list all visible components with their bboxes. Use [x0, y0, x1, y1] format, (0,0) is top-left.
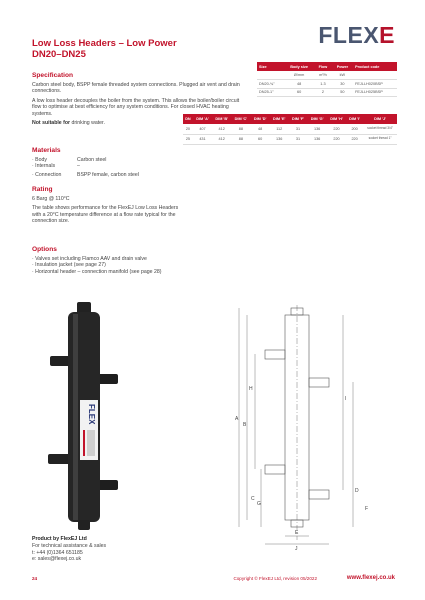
product-photo [40, 300, 130, 532]
materials-heading: Materials [32, 147, 61, 154]
contact-line: For technical assistance & sales [32, 543, 107, 550]
flexej-logo: FLEXE [318, 22, 395, 48]
label-brand: FLEX [87, 404, 96, 425]
specification-text-2: A low loss header decouples the boiler from the system. This allows the boiler/boiler circuit flow to optimise at best efficiency for any system conditions. For closed HVAC heating systems. [32, 97, 240, 117]
dim-label: E [295, 530, 299, 536]
label-text-block [87, 430, 95, 456]
material-row: · Connection BSPP female, carbon steel [32, 171, 139, 178]
dim-label: H [249, 386, 253, 392]
dim-label: G [257, 501, 261, 507]
label-stripe [83, 430, 85, 456]
option-item: · Insulation jacket (see page 27) [32, 262, 106, 269]
table-row: 25 431 412 88 60 136 31 136 220 220 socket thread 1" [183, 134, 397, 144]
bottom-plug [78, 520, 90, 530]
contact-phone: t: +44 (0)1364 651185 [32, 549, 83, 556]
dim-label: C [251, 496, 255, 502]
page-title [32, 38, 177, 60]
drawing-stub [309, 490, 329, 499]
dim-label: F [365, 506, 369, 512]
specification-heading: Specification [32, 72, 74, 79]
table-units-row: Ø/mm m³/h kW [257, 71, 397, 80]
not-suitable-note: Not suitable for drinking water. [32, 119, 105, 126]
title-line-2: DN20–DN25 [32, 49, 86, 60]
technical-drawing [225, 300, 370, 550]
product-table [257, 62, 397, 97]
drawing-stub [265, 465, 285, 474]
table-header-row: DN DIM 'A' DIM 'B' DIM 'C' DIM 'D' DIM 'E' DIM 'F' DIM 'G' DIM 'H' DIM 'I' DIM 'J' [183, 114, 397, 124]
dim-label: A [235, 416, 239, 422]
website-link[interactable]: www.flexej.co.uk [346, 575, 395, 581]
rating-text: The table shows performance for the FlexEJ Low Loss Headers with a 20°C temperature difference at a flow rate typical for the connection size. [32, 205, 179, 225]
drawing-stub [265, 350, 285, 359]
dimensions-table [183, 114, 397, 145]
title-line-1: Low Loss Headers – Low Power [32, 38, 177, 49]
dim-label: J [295, 546, 298, 550]
copyright: Copyright © FlexEJ Ltd, revision 05/2022 [233, 576, 317, 581]
drawing-stub [309, 378, 329, 387]
materials-section [32, 148, 242, 178]
option-item: · Horizontal header – connection manifold (see page 28) [32, 268, 162, 275]
footer [32, 576, 395, 584]
options-section [32, 247, 242, 275]
table-row: 20 407 412 88 48 112 31 136 220 200 socket thread 3/4" [183, 124, 397, 134]
rating-heading: Rating [32, 186, 53, 193]
material-row: · Body Carbon steel [32, 156, 107, 163]
dim-label: D [355, 488, 359, 494]
table-header-row: Size Body size Flow Power Product code [257, 62, 397, 71]
rating-section [32, 187, 182, 228]
table-row: DN25-1" 60 2 50 FEJLLH025BSP [257, 88, 397, 97]
contact-email[interactable]: e: sales@flexej.co.uk [32, 555, 82, 562]
option-item: · Valves set including Flamco AAV and drain valve [32, 255, 147, 262]
specification-text-1: Carbon steel body, BSPP female threaded system connections. Plugged air vent and drain connections. [32, 81, 240, 95]
rating-value: 6 Barg @ 110°C [32, 195, 70, 202]
material-row: · Internals – [32, 163, 80, 170]
page-number: 24 [32, 576, 38, 581]
table-row: DN20-¾" 48 1.3 30 FEJLLH020BSP [257, 80, 397, 89]
body-highlight [73, 314, 78, 520]
options-heading: Options [32, 246, 57, 253]
dim-label: I [345, 396, 347, 402]
dim-label: B [243, 422, 247, 428]
contact-heading: Product by FlexEJ Ltd [32, 536, 87, 542]
contact-block [32, 536, 106, 562]
